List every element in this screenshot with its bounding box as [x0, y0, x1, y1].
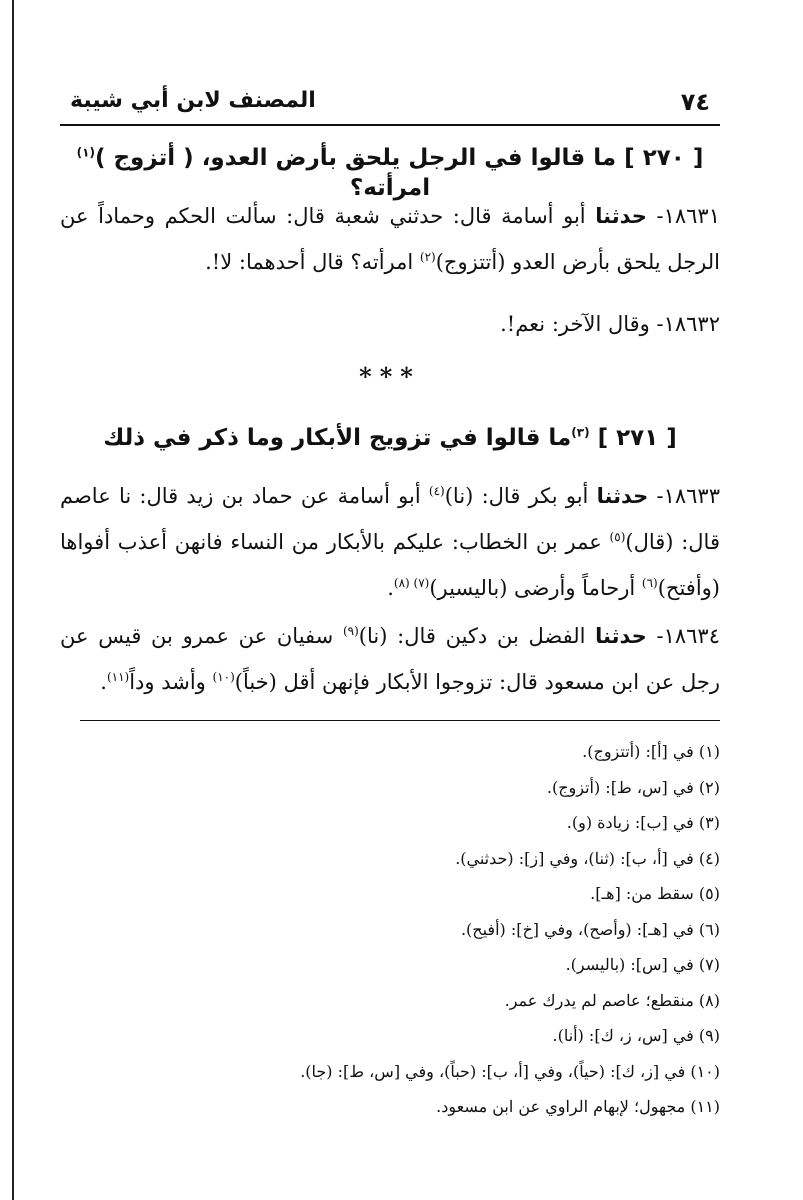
hadith-number: ١٨٦٣٤-: [656, 624, 720, 648]
section-separator: ***: [359, 362, 421, 391]
hadith-text: عمر بن الخطاب: عليكم بالأبكار من النساء فانهن أعذب أفواها (وأفتح): [60, 530, 720, 600]
footnote-divider: [80, 720, 720, 721]
chapter-title-271: [60, 423, 720, 453]
hadith-text: .: [387, 576, 394, 600]
header-divider: [60, 124, 720, 126]
hadith-lead-word: حدثنا: [595, 624, 647, 648]
hadith-text: وأشد وداً: [129, 670, 206, 694]
footnote-ref: (١٠): [212, 670, 235, 684]
footnote: (٨) منقطع؛ عاصم لم يدرك عمر.: [504, 990, 720, 1010]
hadith-18631: [60, 193, 720, 285]
hadith-text: الفضل بن دكين قال: (نا): [358, 624, 586, 648]
hadith-lead-word: حدثنا: [595, 204, 647, 228]
footnote-ref: (٦): [641, 576, 658, 590]
chapter-number: [ ٢٧١ ]: [597, 425, 677, 451]
footnote-ref: (٧) (٨): [393, 576, 430, 590]
page-header: [60, 84, 720, 124]
book-page: [60, 0, 720, 1200]
footnote: (٦) في [هـ]: (وأصح)، وفي [خ]: (أفيح).: [460, 919, 720, 939]
hadith-number: ١٨٦٣٢-: [656, 312, 720, 336]
hadith-18634: [60, 613, 720, 705]
footnote: (١٠) في [ز، ك]: (حياً)، وفي [أ، ب]: (حباً)، وفي [س، ط]: (جا).: [300, 1061, 720, 1081]
footnote-ref: (٢): [419, 250, 436, 264]
hadith-text: سفيان عن عمرو بن قيس عن رجل عن ابن مسعود قال: تزوجوا الأبكار فإنهن أقل (خباً): [60, 624, 720, 694]
hadith-text: امرأته؟ قال أحدهما: لا!.: [205, 250, 414, 274]
hadith-18633: [60, 473, 720, 611]
chapter-title-text: ما قالوا في الرجل يلحق بأرض العدو، ( أتزوج ): [94, 145, 617, 171]
hadith-number: ١٨٦٣١-: [656, 204, 720, 228]
footnote: (٧) في [س]: (باليسر).: [565, 955, 720, 974]
footnote-ref: (١): [76, 145, 95, 160]
footnote-ref: (٣): [571, 425, 590, 440]
chapter-number: [ ٢٧٠ ]: [624, 145, 704, 171]
hadith-text: أبو أسامة عن حماد بن زيد قال: نا عاصم قال: (قال): [60, 484, 720, 554]
footnote: (١١) مجهول؛ لإبهام الراوي عن ابن مسعود.: [436, 1097, 720, 1116]
hadith-number: ١٨٦٣٣-: [656, 484, 720, 508]
hadith-text: وقال الآخر: نعم!.: [500, 312, 650, 336]
footnote: (٢) في [س، ط]: (أتزوج).: [546, 777, 720, 797]
footnote: (٥) سقط من: [هـ].: [590, 884, 720, 903]
footnote-ref: (٩): [342, 624, 359, 638]
footnote: (٩) في [س، ز، ك]: (أنا).: [552, 1026, 720, 1045]
page-edge-line: [12, 0, 14, 1200]
hadith-text: .: [100, 670, 107, 694]
footnote-ref: (٤): [428, 484, 445, 498]
footnotes-list: [60, 734, 720, 1125]
hadith-lead-word: حدثنا: [596, 484, 649, 508]
page-number: ٧٤: [680, 88, 710, 116]
hadith-text: أرحاماً وأرضى (باليسير): [429, 576, 636, 600]
running-title: المصنف لابن أبي شيبة: [70, 88, 316, 113]
hadith-18632: [60, 301, 720, 347]
footnote: (٣) في [ب]: زيادة (و).: [566, 813, 720, 832]
chapter-title-text: امرأته؟: [349, 175, 431, 201]
footnote: (٤) في [أ، ب]: (ثنا)، وفي [ز]: (حدثني).: [455, 848, 720, 868]
hadith-text: أبو أسامة قال: حدثني شعبة قال: سألت الحكم وحماداً عن الرجل يلحق بأرض العدو (أتتزوج): [60, 204, 720, 274]
footnote-ref: (٥): [609, 530, 626, 544]
footnote: (١) في [أ]: (أتتزوج).: [582, 742, 720, 761]
hadith-text: أبو بكر قال: (نا): [444, 484, 589, 508]
footnote-ref: (١١): [106, 670, 130, 684]
chapter-title-text: ما قالوا في تزويج الأبكار وما ذكر في ذلك: [103, 425, 572, 451]
